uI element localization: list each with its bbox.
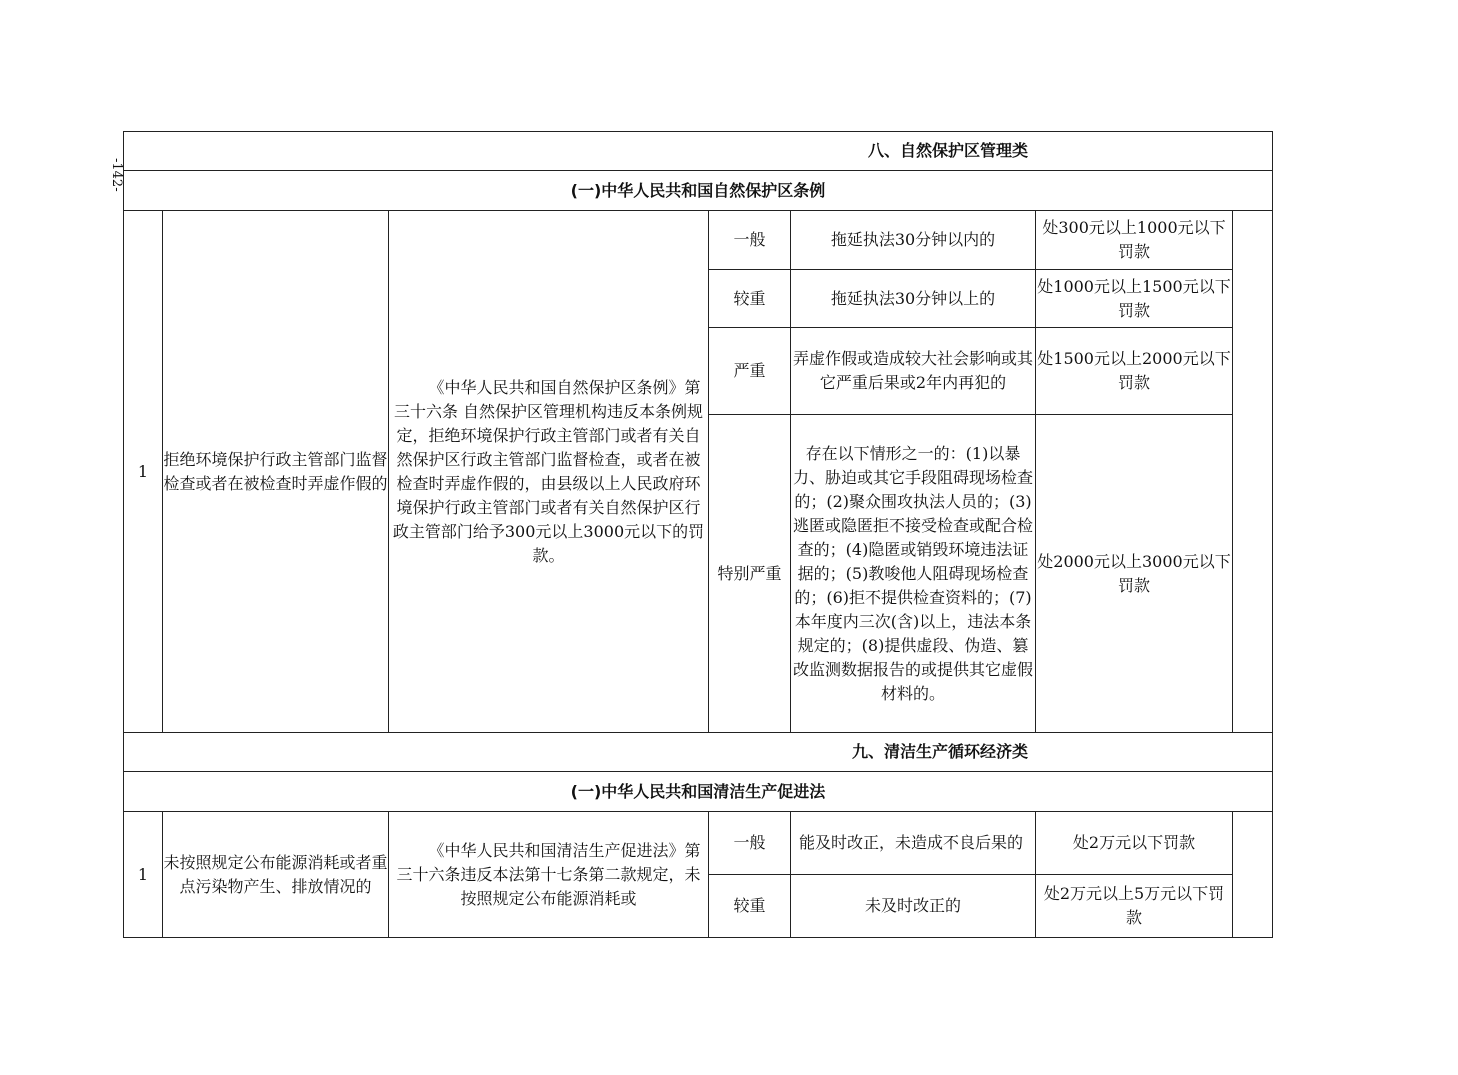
- penalty-standard: 处300元以上1000元以下罚款: [1036, 211, 1233, 270]
- severity-level: 较重: [709, 270, 791, 328]
- penalty-standard: 处2000元以上3000元以下罚款: [1036, 415, 1233, 733]
- violation-situation: 存在以下情形之一的：(1)以暴力、胁迫或其它手段阻碍现场检查的；(2)聚众围攻执法人员的；(3)逃匿或隐匿拒不接受检查或配合检查的；(4)隐匿或销毁环境违法证据的；(5)教唆他人阻碍现场检查的；(6)拒不提供检查资料的；(7)本年度内三次(含)以上，违法本条规定的；(8)提供虚段、伪造、篡改监测数据报告的或提供其它虚假材料的。: [791, 415, 1036, 733]
- severity-level: 一般: [709, 812, 791, 875]
- legal-basis: 《中华人民共和国自然保护区条例》第三十六条 自然保护区管理机构违反本条例规定，拒绝环境保护行政主管部门或者有关自然保护区行政主管部门监督检查，或者在被检查时弄虚作假的，由县级以上人民政府环境保护行政主管部门或者有关自然保护区行政主管部门给予300元以上3000元以下的罚款。: [389, 211, 709, 733]
- penalty-standard: 处2万元以上5万元以下罚款: [1036, 875, 1233, 938]
- violation-behavior: 未按照规定公布能源消耗或者重点污染物产生、排放情况的: [163, 812, 389, 938]
- violation-behavior: 拒绝环境保护行政主管部门监督检查或者在被检查时弄虚作假的: [163, 211, 389, 733]
- section-title: 八、自然保护区管理类: [124, 132, 1273, 171]
- violation-situation: 未及时改正的: [791, 875, 1036, 938]
- penalty-standard: 处2万元以下罚款: [1036, 812, 1233, 875]
- section-title: 九、清洁生产循环经济类: [124, 733, 1273, 772]
- remarks-cell: [1233, 211, 1273, 733]
- severity-level: 一般: [709, 211, 791, 270]
- section-subtitle: (一)中华人民共和国清洁生产促进法: [124, 772, 1273, 812]
- penalty-standard: 处1500元以上2000元以下罚款: [1036, 328, 1233, 415]
- severity-level: 特别严重: [709, 415, 791, 733]
- penalty-standard: 处1000元以上1500元以下罚款: [1036, 270, 1233, 328]
- severity-level: 较重: [709, 875, 791, 938]
- page-number: -142-: [109, 158, 124, 192]
- violation-situation: 拖延执法30分钟以内的: [791, 211, 1036, 270]
- severity-level: 严重: [709, 328, 791, 415]
- violation-situation: 弄虚作假或造成较大社会影响或其它严重后果或2年内再犯的: [791, 328, 1036, 415]
- remarks-cell: [1233, 812, 1273, 938]
- item-number: 1: [124, 812, 163, 938]
- section-subtitle: (一)中华人民共和国自然保护区条例: [124, 171, 1273, 211]
- legal-basis: 《中华人民共和国清洁生产促进法》第三十六条违反本法第十七条第二款规定，未按照规定公布能源消耗或: [389, 812, 709, 938]
- penalty-standards-table: [123, 131, 1273, 938]
- item-number: 1: [124, 211, 163, 733]
- violation-situation: 能及时改正，未造成不良后果的: [791, 812, 1036, 875]
- violation-situation: 拖延执法30分钟以上的: [791, 270, 1036, 328]
